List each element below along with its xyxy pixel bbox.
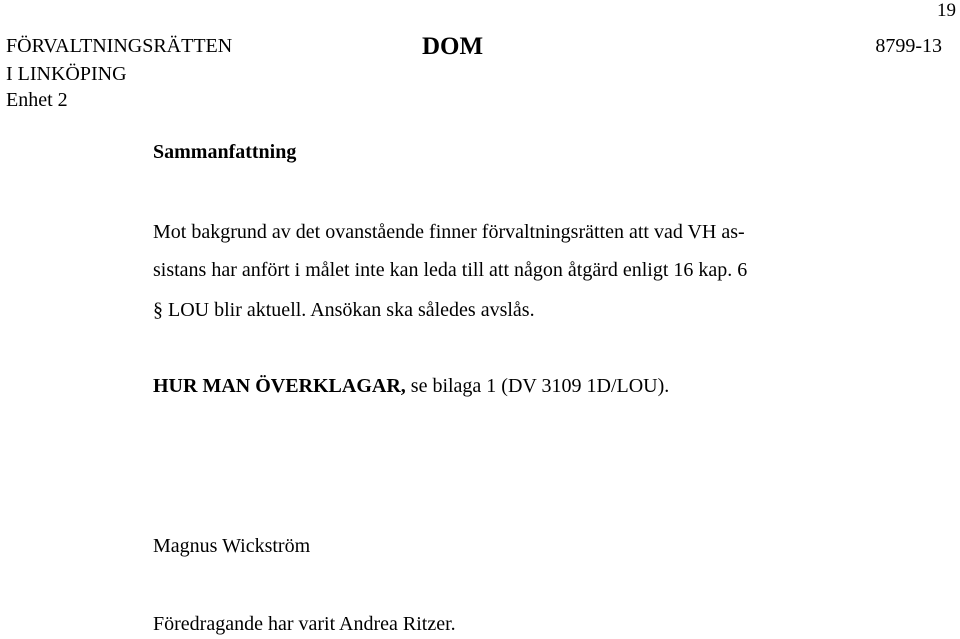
appeal-instructions: [153, 373, 669, 399]
summary-heading: Sammanfattning: [153, 141, 297, 163]
appeal-text: se bilaga 1 (DV 3109 1D/LOU).: [405, 375, 670, 397]
judge-signature: Magnus Wickström: [153, 535, 311, 557]
case-number: 8799-13: [875, 35, 942, 57]
page-number: 19: [937, 0, 956, 21]
appeal-label: HUR MAN ÖVERKLAGAR,: [153, 375, 406, 397]
document-type: DOM: [422, 33, 484, 60]
court-name: FÖRVALTNINGSRÄTTEN: [6, 35, 233, 57]
summary-line-1: Mot bakgrund av det ovanstående finner förvaltningsrätten att vad VH as-: [153, 221, 745, 243]
summary-line-2: sistans har anfört i målet inte kan leda till att någon åtgärd enligt 16 kap. 6: [153, 259, 748, 281]
summary-line-3: § LOU blir aktuell. Ansökan ska således avslås.: [153, 299, 535, 321]
rapporteur-note: Föredragande har varit Andrea Ritzer.: [153, 613, 456, 635]
court-city: I LINKÖPING: [6, 63, 127, 85]
court-unit: Enhet 2: [6, 89, 68, 111]
